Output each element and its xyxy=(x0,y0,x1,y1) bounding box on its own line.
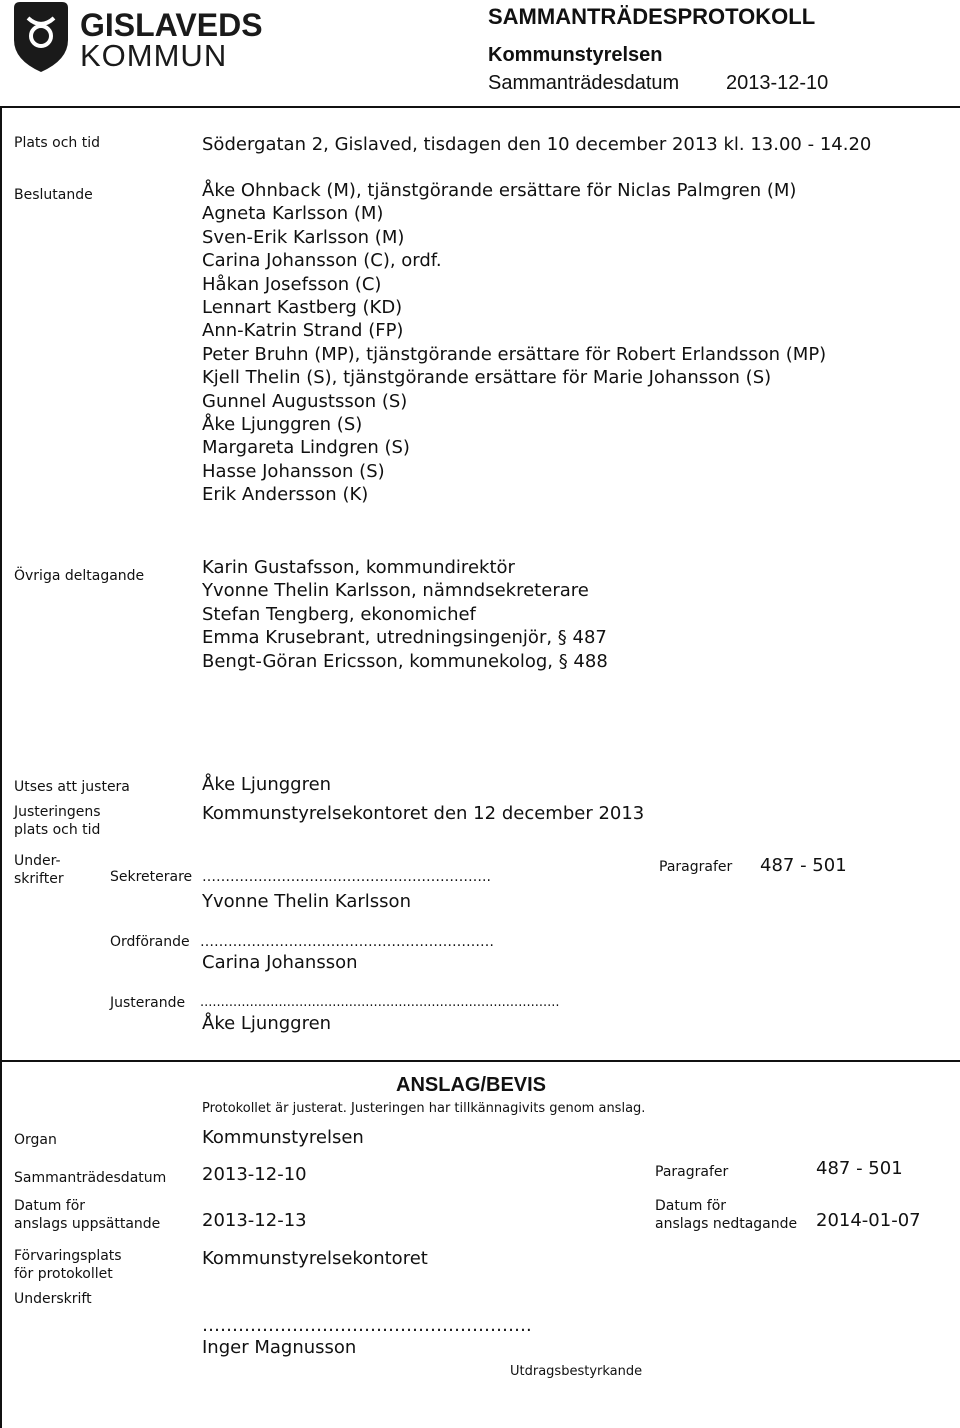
secretary-signature-line: …………………………………………………….. xyxy=(202,869,491,885)
other-participant: Emma Krusebrant, utredningsingenjör, § 487 xyxy=(202,627,607,649)
deciding-member: Sven-Erik Karlsson (M) xyxy=(202,226,405,248)
paragraphs-value: 487 - 501 xyxy=(760,855,847,876)
posted-label-1: Datum för xyxy=(14,1198,86,1214)
place-value: Södergatan 2, Gislaved, tisdagen den 10 december 2013 kl. 13.00 - 14.20 xyxy=(202,134,872,155)
deciding-list xyxy=(202,179,826,507)
signatures-label-2: skrifter xyxy=(14,871,64,887)
gislaved-logo xyxy=(10,0,270,75)
adjust-place-value: Kommunstyrelsekontoret den 12 december 2013 xyxy=(202,803,645,824)
deciding-member: Gunnel Augustsson (S) xyxy=(202,390,408,412)
other-participant: Bengt-Göran Ericsson, kommunekolog, § 488 xyxy=(202,650,608,672)
deciding-member: Ann-Katrin Strand (FP) xyxy=(202,320,404,342)
removed-value: 2014-01-07 xyxy=(816,1210,921,1231)
section-divider xyxy=(0,1060,960,1062)
signature-label: Underskrift xyxy=(14,1291,92,1307)
frame-left-rule xyxy=(0,106,2,1428)
adjusting-signature-line: ....................................................................................... xyxy=(200,995,560,1010)
organ-label: Organ xyxy=(14,1132,57,1148)
notice-heading: ANSLAG/BEVIS xyxy=(396,1074,547,1096)
committee-name: Kommunstyrelsen xyxy=(488,44,663,66)
notice-date-value: 2013-12-10 xyxy=(202,1164,307,1185)
deciding-member: Kjell Thelin (S), tjänstgörande ersättare för Marie Johansson (S) xyxy=(202,367,772,389)
certified-label: Utdragsbestyrkande xyxy=(510,1364,643,1379)
posted-label-2: anslags uppsättande xyxy=(14,1216,161,1232)
deciding-member: Agneta Karlsson (M) xyxy=(202,203,384,225)
removed-label-1: Datum för xyxy=(655,1198,727,1214)
deciding-member: Åke Ljunggren (S) xyxy=(202,414,363,436)
place-label: Plats och tid xyxy=(14,135,100,151)
notice-paragraphs-label: Paragrafer xyxy=(655,1164,729,1180)
storage-label-2: för protokollet xyxy=(14,1266,113,1282)
deciding-member: Margareta Lindgren (S) xyxy=(202,437,410,459)
deciding-member: Håkan Josefsson (C) xyxy=(202,273,382,295)
other-participant: Karin Gustafsson, kommundirektör xyxy=(202,557,515,578)
others-list xyxy=(202,556,608,673)
notice-signature-line: ………………………………………………. xyxy=(202,1315,532,1336)
secretary-name: Yvonne Thelin Karlsson xyxy=(202,891,411,912)
header-date-label: Sammanträdesdatum xyxy=(488,72,680,94)
notice-date-label: Sammanträdesdatum xyxy=(14,1170,167,1186)
deciding-member: Carina Johansson (C), ordf. xyxy=(202,250,442,272)
adjusting-label: Justerande xyxy=(110,995,186,1011)
deciding-member: Peter Bruhn (MP), tjänstgörande ersättare för Robert Erlandsson (MP) xyxy=(202,343,827,365)
secretary-label: Sekreterare xyxy=(110,869,193,885)
other-participant: Stefan Tengberg, ekonomichef xyxy=(202,603,476,625)
posted-value: 2013-12-13 xyxy=(202,1210,307,1231)
storage-value: Kommunstyrelsekontoret xyxy=(202,1248,428,1269)
logo-line2: KOMMUN xyxy=(80,38,228,73)
notice-note: Protokollet är justerat. Justeringen har tillkännagivits genom anslag. xyxy=(202,1101,646,1116)
deciding-label: Beslutande xyxy=(14,187,93,203)
gislaved-emblem-icon xyxy=(10,0,270,75)
other-participant: Yvonne Thelin Karlsson, nämndsekreterare xyxy=(202,580,589,602)
organ-value: Kommunstyrelsen xyxy=(202,1127,364,1148)
notice-paragraphs-value: 487 - 501 xyxy=(816,1158,903,1179)
chair-signature-line: ……………………………………………………… xyxy=(200,934,494,950)
adjust-place-label-2: plats och tid xyxy=(14,822,101,838)
signatures-label-1: Under- xyxy=(14,853,61,869)
storage-label-1: Förvaringsplats xyxy=(14,1248,122,1264)
others-label: Övriga deltagande xyxy=(14,568,145,584)
adjust-place-label-1: Justeringens xyxy=(14,804,101,820)
deciding-member: Åke Ohnback (M), tjänstgörande ersättare för Niclas Palmgren (M) xyxy=(202,180,797,201)
chair-label: Ordförande xyxy=(110,934,190,950)
notice-signer-name: Inger Magnusson xyxy=(202,1337,357,1358)
header-date-value: 2013-12-10 xyxy=(726,72,829,94)
removed-label-2: anslags nedtagande xyxy=(655,1216,798,1232)
adjuster-label: Utses att justera xyxy=(14,779,130,795)
chair-name: Carina Johansson xyxy=(202,952,358,973)
document-title: SAMMANTRÄDESPROTOKOLL xyxy=(488,4,816,29)
logo-line1: GISLAVEDS xyxy=(80,7,263,43)
paragraphs-label: Paragrafer xyxy=(659,859,733,875)
adjuster-value: Åke Ljunggren xyxy=(202,774,332,795)
adjusting-name: Åke Ljunggren xyxy=(202,1013,332,1034)
deciding-member: Hasse Johansson (S) xyxy=(202,460,385,482)
frame-top-rule xyxy=(0,106,960,108)
deciding-member: Erik Andersson (K) xyxy=(202,484,369,506)
deciding-member: Lennart Kastberg (KD) xyxy=(202,297,403,319)
